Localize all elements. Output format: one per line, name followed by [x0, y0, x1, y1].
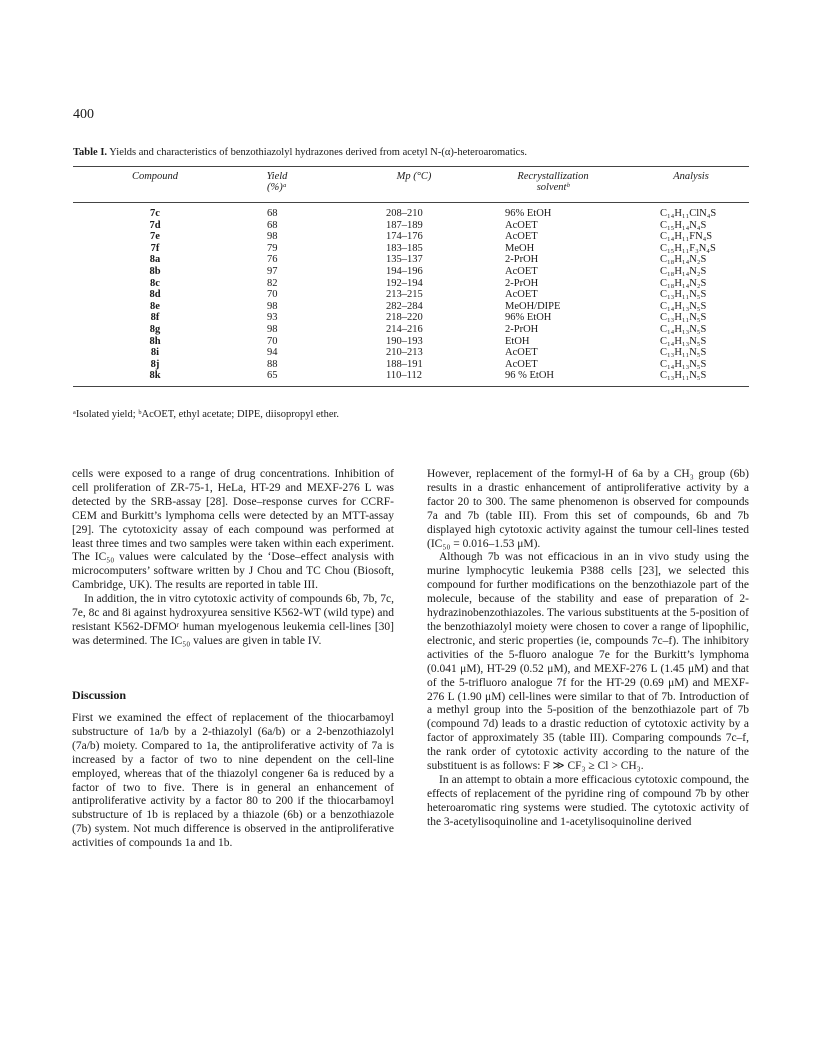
cell-analysis: C₁₈H₁₄N₂S — [660, 265, 707, 277]
cell-mp: 210–213 — [386, 347, 423, 359]
left-column-top — [72, 468, 394, 649]
cell-analysis: C₁₅H₁₁F₃N₄S — [660, 242, 716, 254]
table-row — [73, 301, 749, 313]
cell-yield: 65 — [267, 370, 278, 382]
cell-compound: 7c — [150, 208, 160, 219]
paragraph: cells were exposed to a range of drug concentrations. Inhibition of cell proliferation of ZR-75-1, HeLa, HT-29 and MEXF-276 L was detected by the SRB-assay [28]. Dose–response curves for CCRF-CEM and Burkitt’s lymphoma cells were detected by an MTT-assay [29]. The cytotoxicity assay of each compound was performed at least three times and two samples were taken within each experiment. The IC₅₀ values were calculated by the ‘Dose–effect analysis with microcomputers’ software written by J Chou and TC Chou (Biosoft, Cambridge, UK). The results are reported in table III. — [72, 468, 394, 592]
paragraph: In addition, the in vitro cytotoxic activity of compounds 6b, 7b, 7c, 7e, 8c and 8i against hydroxyurea sensitive K562-WT (wild type) and resistant K562-DFMOʳ human myelogenous leukemia cell-lines [30] was determined. The IC₅₀ values are given in table IV. — [72, 593, 394, 647]
cell-yield: 70 — [267, 335, 278, 347]
cell-compound: 8d — [149, 289, 161, 301]
cell-compound: 8j — [150, 358, 160, 370]
cell-analysis: C₁₄H₁₁FN₄S — [660, 231, 713, 243]
paragraph: First we examined the effect of replacement of the thiocarbamoyl substructure of 1a/b by a 2-thiazolyl (6a/b) or a 2-benzothiazolyl (7a/b) moiety. Compared to 1a, the antiproliferative activity of 7a is increased by a factor of two to nine dependent on the cell-line employed, whereas that of the thiazolyl congener 6a is reduced by a factor of two to five. There is in general an enhancement of antiproliferative activity by a factor 80 to 200 if the thiocarbamoyl substructure of 1b is replaced by a thiazole (6b) or a benzothiazole (7b) system. Not much difference is observed in the antiproliferative activities of compounds 1a and 1b. — [72, 712, 394, 850]
paragraph: However, replacement of the formyl-H of 6a by a CH₃ group (6b) results in a drastic enhancement of antiproliferative activity by a factor 20 to 300. The same phenomenon is observed for compounds 7a and 7b (table III). From this set of compounds, 6b and 7b displayed high cytotoxic activity against the tumour cell-lines tested (IC₅₀ = 0.016–1.53 μM). — [427, 468, 749, 550]
table-row — [73, 289, 749, 301]
table-row — [73, 359, 749, 371]
cell-yield: 68 — [267, 219, 278, 231]
cell-mp: 208–210 — [386, 208, 423, 219]
cell-solvent: AcOET — [505, 347, 538, 359]
cell-yield: 98 — [267, 323, 278, 335]
cell-yield: 98 — [267, 231, 278, 243]
cell-compound: 8b — [149, 265, 161, 277]
cell-yield: 88 — [267, 358, 278, 370]
cell-analysis: C₁₈H₁₄N₂S — [660, 254, 707, 266]
cell-mp: 194–196 — [386, 265, 423, 277]
left-column-discussion — [72, 712, 394, 851]
table-caption — [73, 146, 753, 159]
cell-solvent: AcOET — [505, 358, 538, 370]
cell-mp: 135–137 — [386, 254, 423, 266]
cell-mp: 174–176 — [386, 231, 423, 243]
cell-analysis: C₁₄H₁₃N₅S — [660, 300, 707, 312]
cell-analysis: C₁₃H₁₁N₅S — [660, 347, 707, 359]
table-row — [73, 370, 749, 382]
paragraph: Although 7b was not efficacious in an in vivo study using the murine lymphocytic leukemia P388 cells [23], we selected this compound for further modifications on the benzothiazole part of the molecule, because of the stability and ease of preparation of 2-hydrazinobenzothiazoles. The various substituents at the 5-position of the benzothiazolyl moiety were chosen to cover a range of lipophilic, electronic, and steric properties (ie, compounds 7c–f). The inhibitory activities of the 5-fluoro analogue 7e for the Burkitt’s lymphoma (0.041 μM), HT-29 (0.52 μM), and MEXF-276 L (1.45 μM) and that of the 5-trifluoro analogue 7f for the HT-29 (0.69 μM) and MEXF-276 L (1.90 μM) cell-lines were similar to that of 7b. Introduction of a methyl group into the 5-position of the benzothiazole part of 7b (compound 7d) leads to a drastic reduction of cytotoxic activity by a factor of approximately 35 (table III). Comparing compounds 7c–f, the rank order of cytotoxic activity according to the nature of the substituent is as follows: F ≫ CF₃ ≥ Cl > CH₃. — [427, 551, 749, 773]
cell-analysis: C₁₄H₁₃N₅S — [660, 323, 707, 335]
table-footnote: ᵃIsolated yield; ᵇAcOET, ethyl acetate; DIPE, diisopropyl ether. — [73, 409, 340, 420]
cell-mp: 183–185 — [386, 242, 423, 254]
cell-compound: 8f — [150, 312, 160, 324]
table-row — [73, 220, 749, 232]
table-caption-text: Yields and characteristics of benzothiazolyl hydrazones derived from acetyl N-(α)-heteroaromatics. — [107, 147, 528, 158]
page-number: 400 — [73, 107, 94, 122]
cell-solvent: 96% EtOH — [505, 312, 552, 324]
header-yield-line2: (%)ᵃ — [267, 182, 287, 193]
table-row — [73, 208, 749, 220]
cell-solvent: AcOET — [505, 219, 538, 231]
cell-compound: 7d — [149, 219, 161, 231]
cell-analysis: C₁₅H₁₄N₄S — [660, 219, 707, 231]
table-row — [73, 254, 749, 266]
cell-mp: 188–191 — [386, 358, 423, 370]
cell-yield: 76 — [267, 254, 278, 266]
right-column — [427, 468, 749, 830]
cell-analysis: C₁₄H₁₁ClN₄S — [660, 208, 717, 219]
cell-compound: 8g — [149, 323, 161, 335]
cell-mp: 213–215 — [386, 289, 423, 301]
header-mp: Mp (°C) — [396, 171, 432, 182]
cell-analysis: C₁₃H₁₁N₅S — [660, 312, 707, 324]
cell-analysis: C₁₃H₁₁N₅S — [660, 289, 707, 301]
header-compound: Compound — [131, 171, 179, 182]
cell-mp: 192–194 — [386, 277, 423, 289]
header-solvent-line2: solventᵇ — [536, 182, 570, 193]
header-solvent-line1: Recrystallization — [517, 171, 589, 182]
cell-compound: 8i — [150, 347, 160, 359]
cell-compound: 8e — [150, 300, 160, 312]
section-heading-discussion: Discussion — [72, 688, 127, 702]
cell-yield: 79 — [267, 242, 278, 254]
cell-analysis: C₁₃H₁₁N₅S — [660, 370, 707, 382]
table-row — [73, 243, 749, 255]
cell-yield: 70 — [267, 289, 278, 301]
table-bottom-rule — [73, 386, 749, 387]
cell-mp: 187–189 — [386, 219, 423, 231]
table-header — [73, 171, 749, 199]
table-row — [73, 336, 749, 348]
cell-solvent: EtOH — [505, 335, 530, 347]
cell-solvent: 2-PrOH — [505, 323, 539, 335]
cell-yield: 98 — [267, 300, 278, 312]
cell-analysis: C₁₄H₁₃N₅S — [660, 335, 707, 347]
cell-solvent: 2-PrOH — [505, 277, 539, 289]
cell-mp: 214–216 — [386, 323, 423, 335]
cell-yield: 68 — [267, 208, 278, 219]
cell-compound: 7e — [150, 231, 160, 243]
cell-solvent: AcOET — [505, 289, 538, 301]
table-row — [73, 266, 749, 278]
cell-solvent: 96% EtOH — [505, 208, 552, 219]
cell-yield: 94 — [267, 347, 278, 359]
cell-solvent: MeOH — [505, 242, 535, 254]
header-solvent — [493, 171, 613, 193]
cell-compound: 8c — [150, 277, 160, 289]
table-row — [73, 231, 749, 243]
cell-compound: 7f — [150, 242, 160, 254]
cell-mp: 190–193 — [386, 335, 423, 347]
cell-analysis: C₁₄H₁₃N₅S — [660, 358, 707, 370]
cell-yield: 93 — [267, 312, 278, 324]
table-row — [73, 278, 749, 290]
cell-compound: 8k — [149, 370, 161, 382]
cell-solvent: 96 % EtOH — [505, 370, 554, 382]
cell-mp: 110–112 — [386, 370, 422, 382]
table-row — [73, 324, 749, 336]
cell-analysis: C₁₈H₁₄N₂S — [660, 277, 707, 289]
table-row — [73, 347, 749, 359]
cell-mp: 282–284 — [386, 300, 423, 312]
table-caption-label: Table I. — [73, 147, 108, 158]
paragraph: In an attempt to obtain a more efficacious cytotoxic compound, the effects of replacement of the pyridine ring of compound 7b by other heteroaromatic ring systems were studied. The cytotoxic activity of the 3-acetylisoquinoline and 1-acetylisoquinoline derived — [427, 773, 749, 828]
cell-compound: 8a — [149, 254, 161, 266]
header-yield — [233, 171, 321, 193]
cell-solvent: AcOET — [505, 231, 538, 243]
table-header-rule — [73, 202, 749, 203]
cell-solvent: MeOH/DIPE — [505, 300, 561, 312]
cell-mp: 218–220 — [386, 312, 423, 324]
table-row — [73, 312, 749, 324]
table-body — [73, 208, 749, 382]
cell-yield: 82 — [267, 277, 278, 289]
cell-solvent: 2-PrOH — [505, 254, 539, 266]
header-yield-line1: Yield — [266, 171, 288, 182]
table-top-rule — [73, 166, 749, 167]
cell-compound: 8h — [149, 335, 161, 347]
header-analysis: Analysis — [673, 171, 709, 182]
cell-solvent: AcOET — [505, 265, 538, 277]
cell-yield: 97 — [267, 265, 278, 277]
